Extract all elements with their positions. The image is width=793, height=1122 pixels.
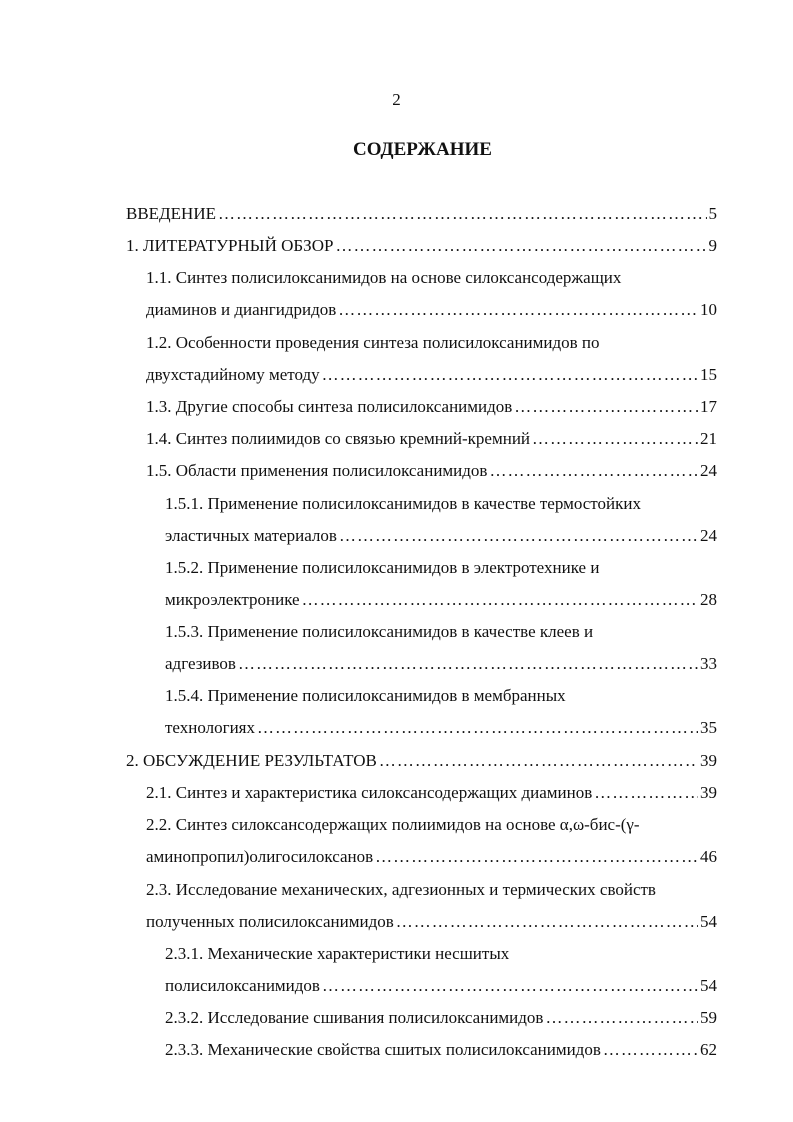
toc-entry-1-4[interactable] — [146, 429, 717, 449]
toc-entry-2-2[interactable] — [146, 815, 717, 835]
toc-entry-page: 5 — [708, 204, 717, 223]
toc-entry-text: 1. ЛИТЕРАТУРНЫЙ ОБЗОР — [126, 236, 334, 255]
toc-entry-1-5-1-cont[interactable] — [165, 526, 717, 546]
toc-entry-1-1-cont[interactable] — [146, 300, 717, 320]
toc-entry-text: 2. ОБСУЖДЕНИЕ РЕЗУЛЬТАТОВ — [126, 751, 377, 770]
toc-entry-1-5-4-cont[interactable] — [165, 718, 717, 738]
toc-entry-page: 54 — [700, 912, 717, 931]
toc-entry-page: 21 — [700, 429, 717, 448]
toc-entry-chapter-2[interactable] — [126, 751, 717, 771]
toc-entry-page: 17 — [700, 397, 717, 416]
toc-entry-text: адгезивов — [165, 654, 236, 673]
toc-leader-dots — [338, 300, 698, 320]
toc-entry-2-3-1[interactable] — [165, 944, 717, 964]
toc-entry-page: 59 — [700, 1008, 717, 1027]
toc-entry-text: 2.2. Синтез силоксансодержащих полиимидов на основе α,ω-бис-(γ- — [146, 815, 640, 834]
page-number: 2 — [392, 90, 401, 109]
toc-entry-2-1[interactable] — [146, 783, 717, 803]
toc-entry-text: полисилоксанимидов — [165, 976, 320, 995]
toc-leader-dots — [302, 590, 698, 610]
toc-entry-page: 24 — [700, 526, 717, 545]
toc-entry-2-3-1-cont[interactable] — [165, 976, 717, 996]
toc-entry-text: 1.4. Синтез полиимидов со связью кремний-кремний — [146, 429, 531, 448]
toc-leader-dots — [489, 461, 698, 481]
page-title: СОДЕРЖАНИЕ — [353, 139, 492, 160]
toc-entry-2-3-2[interactable] — [165, 1008, 717, 1028]
toc-entry-page: 10 — [700, 300, 717, 319]
toc-entry-text: ВВЕДЕНИЕ — [126, 204, 216, 223]
toc-entry-text: микроэлектронике — [165, 590, 300, 609]
toc-entry-text: 2.3. Исследование механических, адгезионных и термических свойств — [146, 880, 656, 899]
toc-entry-1-5-3-cont[interactable] — [165, 654, 717, 674]
toc-leader-dots — [257, 718, 698, 738]
toc-entry-chapter-1[interactable] — [126, 236, 717, 256]
toc-entry-page: 28 — [700, 590, 717, 609]
toc-leader-dots — [335, 236, 706, 256]
toc-entry-text: 1.5.2. Применение полисилоксанимидов в электротехнике и — [165, 558, 600, 577]
toc-entry-1-3[interactable] — [146, 397, 717, 417]
toc-entry-page: 54 — [700, 976, 717, 995]
toc-entry-page: 39 — [700, 783, 717, 802]
toc-entry-page: 62 — [700, 1040, 717, 1059]
toc-entry-text: аминопропил)олигосилоксанов — [146, 847, 374, 866]
toc-leader-dots — [339, 526, 698, 546]
toc-entry-text: полученных полисилоксанимидов — [146, 912, 394, 931]
toc-entry-text: 1.5. Области применения полисилоксанимидов — [146, 461, 488, 480]
toc-entry-2-3[interactable] — [146, 880, 717, 900]
toc-entry-page: 15 — [700, 365, 717, 384]
toc-leader-dots — [594, 783, 698, 803]
toc-entry-1-1[interactable] — [146, 268, 717, 288]
toc-entry-page: 35 — [700, 718, 717, 737]
toc-entry-text: двухстадийному методу — [146, 365, 320, 384]
toc-entry-text: 2.1. Синтез и характеристика силоксансодержащих диаминов — [146, 783, 593, 802]
toc-leader-dots — [603, 1040, 698, 1060]
toc-entry-text: 1.3. Другие способы синтеза полисилоксанимидов — [146, 397, 513, 416]
toc-leader-dots — [322, 976, 698, 996]
toc-leader-dots — [238, 654, 698, 674]
toc-entry-2-3-3[interactable] — [165, 1040, 717, 1060]
toc-entry-1-5-2[interactable] — [165, 558, 717, 578]
toc-entry-text: 2.3.3. Механические свойства сшитых полисилоксанимидов — [165, 1040, 601, 1059]
toc-entry-2-2-cont[interactable] — [146, 847, 717, 867]
toc-entry-1-5[interactable] — [146, 461, 717, 481]
toc-leader-dots — [379, 751, 698, 771]
toc-entry-text: технологиях — [165, 718, 255, 737]
toc-entry-text: 1.1. Синтез полисилоксанимидов на основе силоксансодержащих — [146, 268, 622, 287]
toc-entry-introduction[interactable] — [126, 204, 717, 224]
toc-entry-page: 46 — [700, 847, 717, 866]
toc-entry-1-5-3[interactable] — [165, 622, 717, 642]
toc-leader-dots — [532, 429, 698, 449]
toc-entry-1-2-cont[interactable] — [146, 365, 717, 385]
toc-entry-text: 2.3.2. Исследование сшивания полисилоксанимидов — [165, 1008, 544, 1027]
toc-entry-text: эластичных материалов — [165, 526, 337, 545]
toc-entry-1-2[interactable] — [146, 333, 717, 353]
toc-entry-1-5-4[interactable] — [165, 686, 717, 706]
toc-entry-text: диаминов и диангидридов — [146, 300, 337, 319]
toc-leader-dots — [396, 912, 698, 932]
toc-leader-dots — [545, 1008, 698, 1028]
toc-leader-dots — [375, 847, 698, 867]
toc-entry-1-5-1[interactable] — [165, 494, 717, 514]
toc-entry-text: 1.2. Особенности проведения синтеза полисилоксанимидов по — [146, 333, 600, 352]
toc-entry-text: 1.5.4. Применение полисилоксанимидов в мембранных — [165, 686, 566, 705]
toc-entry-2-3-cont[interactable] — [146, 912, 717, 932]
toc-entry-text: 1.5.1. Применение полисилоксанимидов в качестве термостойких — [165, 494, 641, 513]
toc-entry-1-5-2-cont[interactable] — [165, 590, 717, 610]
toc-leader-dots — [322, 365, 698, 385]
toc-entry-page: 33 — [700, 654, 717, 673]
toc-leader-dots — [218, 204, 707, 224]
toc-leader-dots — [514, 397, 698, 417]
toc-entry-page: 39 — [700, 751, 717, 770]
toc-entry-page: 24 — [700, 461, 717, 480]
toc-entry-page: 9 — [708, 236, 717, 255]
toc-entry-text: 1.5.3. Применение полисилоксанимидов в качестве клеев и — [165, 622, 594, 641]
toc-entry-text: 2.3.1. Механические характеристики несшитых — [165, 944, 510, 963]
